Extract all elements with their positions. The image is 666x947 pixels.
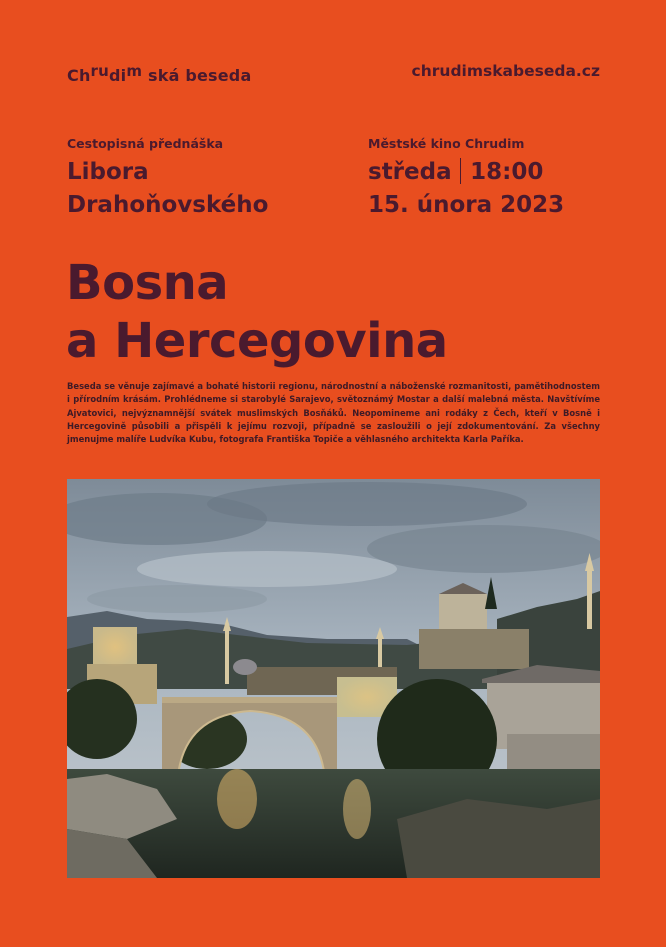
lecturer-last-name: Drahoňovského [67,192,269,218]
event-description: Beseda se věnuje zajímavé a bohaté historii regionu, národnostní a náboženské rozmanitosti, pamětihodnostem i přírodním krásám. Prohlédneme si starobylé Sarajevo, světoznámý Mostar a další malebná města. Navštívíme Ajvatovici, nejvýznamnější svátek muslimských Bosňáků. Neopomineme ani rodáky z Čech, kteří v Bosně i Hercegovině působili a přispěli k jejímu rozvoji, případně se zasloužili o její zdokumentování. Za všechny jmenujme malíře Ludvíka Kubu, fotografa Františka Topiče a věhlasného architekta Karla Paříka. [67,381,600,445]
divider [460,158,462,184]
event-type: Cestopisná přednáška [67,136,224,151]
title-line-2: a Hercegovina [66,313,448,369]
lecturer-first-name: Libora [67,159,149,185]
lecturer-name [67,156,268,222]
website-link[interactable]: chrudimskabeseda.cz [411,62,600,80]
event-time: 18:00 [470,159,544,185]
page-title [66,254,448,370]
brand-logo: Chrudim ská beseda [67,62,252,85]
event-datetime [368,156,564,222]
venue: Městské kino Chrudim [368,136,525,151]
event-day: středa [368,159,452,185]
event-date: 15. února 2023 [368,192,565,218]
mostar-bridge-photo [67,479,600,878]
title-line-1: Bosna [66,255,229,311]
